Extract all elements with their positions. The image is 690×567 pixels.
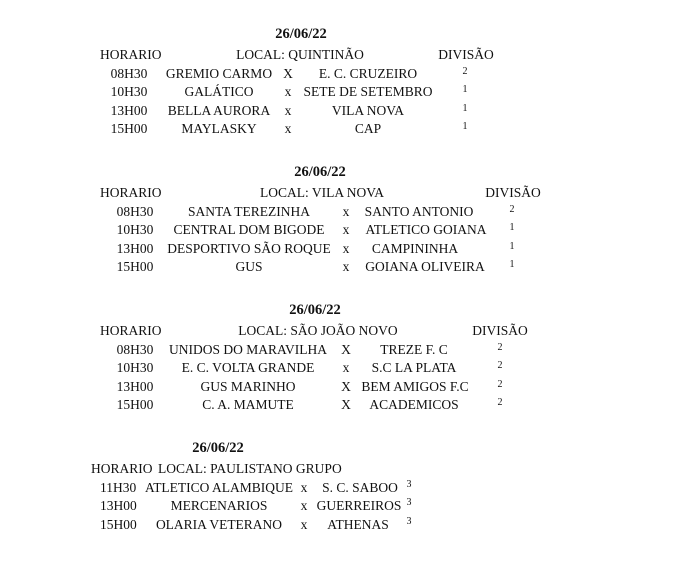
match-time: 15H00 bbox=[100, 517, 137, 532]
home-team: CENTRAL DOM BIGODE bbox=[173, 222, 325, 237]
match-time: 11H30 bbox=[100, 480, 137, 495]
home-team: ATLETICO ALAMBIQUE bbox=[144, 480, 294, 495]
block-date: 26/06/22 bbox=[192, 440, 244, 456]
home-team: MAYLASKY bbox=[181, 121, 257, 136]
block-date: 26/06/22 bbox=[275, 26, 327, 42]
home-team: GUS bbox=[235, 259, 263, 274]
match-time: 13H00 bbox=[116, 241, 154, 256]
versus-mark: x bbox=[342, 360, 350, 375]
match-time: 15H00 bbox=[110, 121, 148, 136]
away-team: SETE DE SETEMBRO bbox=[303, 84, 433, 99]
header-time: HORARIO bbox=[100, 47, 162, 62]
division-number: 3 bbox=[406, 516, 412, 527]
away-team: SANTO ANTONIO bbox=[364, 204, 474, 219]
division-number: 1 bbox=[509, 222, 515, 233]
versus-mark: x bbox=[342, 259, 350, 274]
match-time: 13H00 bbox=[110, 103, 148, 118]
versus-mark: x bbox=[284, 103, 292, 118]
match-time: 10H30 bbox=[116, 360, 154, 375]
header-division: DIVISÃO bbox=[472, 323, 528, 338]
match-time: 08H30 bbox=[116, 342, 154, 357]
versus-mark: X bbox=[283, 66, 293, 81]
header-division: DIVISÃO bbox=[438, 47, 494, 62]
versus-mark: x bbox=[342, 204, 350, 219]
header-local: LOCAL: VILA NOVA bbox=[259, 185, 385, 200]
versus-mark: x bbox=[284, 121, 292, 136]
header-local: LOCAL: SÃO JOÃO NOVO bbox=[238, 323, 398, 338]
away-team: ACADEMICOS bbox=[369, 397, 459, 412]
division-number: 1 bbox=[509, 241, 515, 252]
away-team: S.C LA PLATA bbox=[371, 360, 457, 375]
home-team: C. A. MAMUTE bbox=[202, 397, 294, 412]
division-number: 1 bbox=[462, 103, 468, 114]
away-team: VILA NOVA bbox=[331, 103, 405, 118]
versus-mark: x bbox=[300, 517, 308, 532]
division-number: 2 bbox=[497, 379, 503, 390]
versus-mark: x bbox=[300, 498, 308, 513]
match-time: 15H00 bbox=[116, 259, 154, 274]
division-number: 1 bbox=[462, 121, 468, 132]
home-team: GALÁTICO bbox=[184, 84, 254, 99]
home-team: SANTA TEREZINHA bbox=[187, 204, 311, 219]
home-team: GUS MARINHO bbox=[200, 379, 296, 394]
match-time: 10H30 bbox=[116, 222, 154, 237]
versus-mark: X bbox=[341, 379, 351, 394]
versus-mark: x bbox=[284, 84, 292, 99]
away-team: CAP bbox=[354, 121, 382, 136]
home-team: BELLA AURORA bbox=[167, 103, 271, 118]
away-team: E. C. CRUZEIRO bbox=[318, 66, 418, 81]
header-time: HORARIO bbox=[100, 323, 162, 338]
division-number: 2 bbox=[509, 204, 515, 215]
home-team: DESPORTIVO SÃO ROQUE bbox=[167, 241, 331, 256]
away-team: TREZE F. C bbox=[380, 342, 448, 357]
match-time: 15H00 bbox=[116, 397, 154, 412]
division-number: 1 bbox=[462, 84, 468, 95]
block-date: 26/06/22 bbox=[294, 164, 346, 180]
versus-mark: x bbox=[300, 480, 308, 495]
home-team: MERCENARIOS bbox=[170, 498, 268, 513]
away-team: S. C. SABOO bbox=[322, 480, 398, 495]
home-team: OLARIA VETERANO bbox=[155, 517, 283, 532]
versus-mark: X bbox=[341, 342, 351, 357]
block-date: 26/06/22 bbox=[289, 302, 341, 318]
division-number: 2 bbox=[497, 397, 503, 408]
versus-mark: X bbox=[341, 397, 351, 412]
header-division: DIVISÃO bbox=[485, 185, 541, 200]
match-time: 10H30 bbox=[110, 84, 148, 99]
away-team: BEM AMIGOS F.C bbox=[361, 379, 469, 394]
away-team: ATHENAS bbox=[327, 517, 389, 532]
match-time: 08H30 bbox=[116, 204, 154, 219]
header-time: HORARIO bbox=[100, 185, 162, 200]
away-team: ATLETICO GOIANA bbox=[365, 222, 487, 237]
division-number: 2 bbox=[497, 360, 503, 371]
division-number: 1 bbox=[509, 259, 515, 270]
home-team: UNIDOS DO MARAVILHA bbox=[168, 342, 328, 357]
division-number: 3 bbox=[406, 479, 412, 490]
versus-mark: x bbox=[342, 222, 350, 237]
match-time: 13H00 bbox=[116, 379, 154, 394]
away-team: GOIANA OLIVEIRA bbox=[365, 259, 485, 274]
header-time: HORARIO bbox=[91, 461, 153, 476]
versus-mark: x bbox=[342, 241, 350, 256]
match-time: 08H30 bbox=[110, 66, 148, 81]
division-number: 3 bbox=[406, 497, 412, 508]
away-team: CAMPININHA bbox=[371, 241, 459, 256]
header-local: LOCAL: PAULISTANO GRUPO bbox=[158, 461, 342, 476]
away-team: GUERREIROS bbox=[316, 498, 402, 513]
header-local: LOCAL: QUINTINÃO bbox=[236, 47, 364, 62]
match-time: 13H00 bbox=[100, 498, 137, 513]
division-number: 2 bbox=[497, 342, 503, 353]
home-team: GREMIO CARMO bbox=[165, 66, 273, 81]
division-number: 2 bbox=[462, 66, 468, 77]
home-team: E. C. VOLTA GRANDE bbox=[181, 360, 315, 375]
